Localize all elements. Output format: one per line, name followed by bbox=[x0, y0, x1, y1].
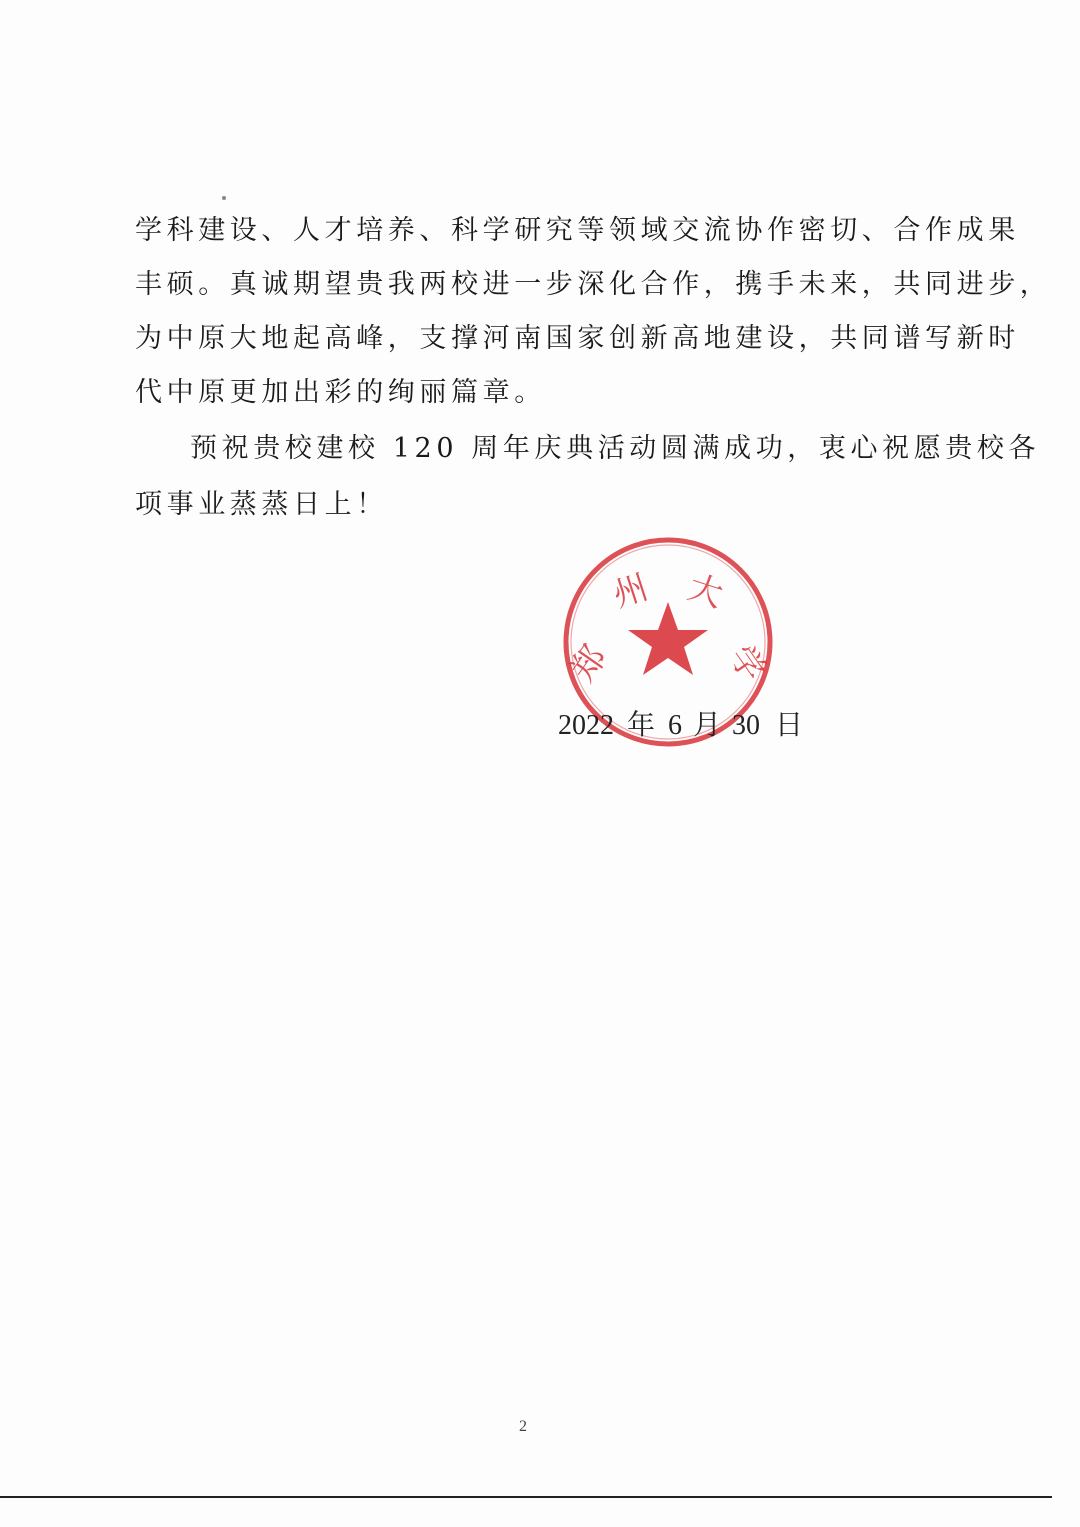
seal-char-3: 大 bbox=[683, 567, 728, 616]
date-month-unit: 月 bbox=[693, 710, 722, 741]
date-day: 30 bbox=[732, 710, 761, 741]
date-year: 2022 bbox=[558, 710, 614, 741]
seal-char-4: 学 bbox=[720, 638, 774, 690]
letter-line-3: 为中原大地起高峰，支撑河南国家创新高地建设，共同谱写新时 bbox=[135, 323, 1020, 354]
date-month: 6 bbox=[668, 710, 683, 741]
date-year-unit: 年 bbox=[627, 710, 656, 741]
date-day-unit: 日 bbox=[775, 710, 804, 741]
scan-speck bbox=[222, 196, 226, 200]
seal-char-1: 郑 bbox=[562, 638, 616, 690]
letter-line-5: 预祝贵校建校 120 周年庆典活动圆满成功，衷心祝愿贵校各 bbox=[190, 433, 1041, 464]
letter-line-4: 代中原更加出彩的绚丽篇章。 bbox=[135, 377, 546, 408]
letter-line-2: 丰硕。真诚期望贵我两校进一步深化合作，携手未来，共同进步， bbox=[135, 269, 1052, 300]
signature-date bbox=[558, 708, 803, 744]
letter-line-1: 学科建设、人才培养、科学研究等领域交流协作密切、合作成果 bbox=[135, 215, 1020, 246]
page-number: 2 bbox=[519, 1418, 527, 1435]
bottom-divider bbox=[0, 1496, 1052, 1498]
letter-line-6: 项事业蒸蒸日上！ bbox=[135, 489, 388, 520]
star-icon bbox=[628, 602, 708, 675]
seal-char-2: 州 bbox=[608, 567, 653, 616]
